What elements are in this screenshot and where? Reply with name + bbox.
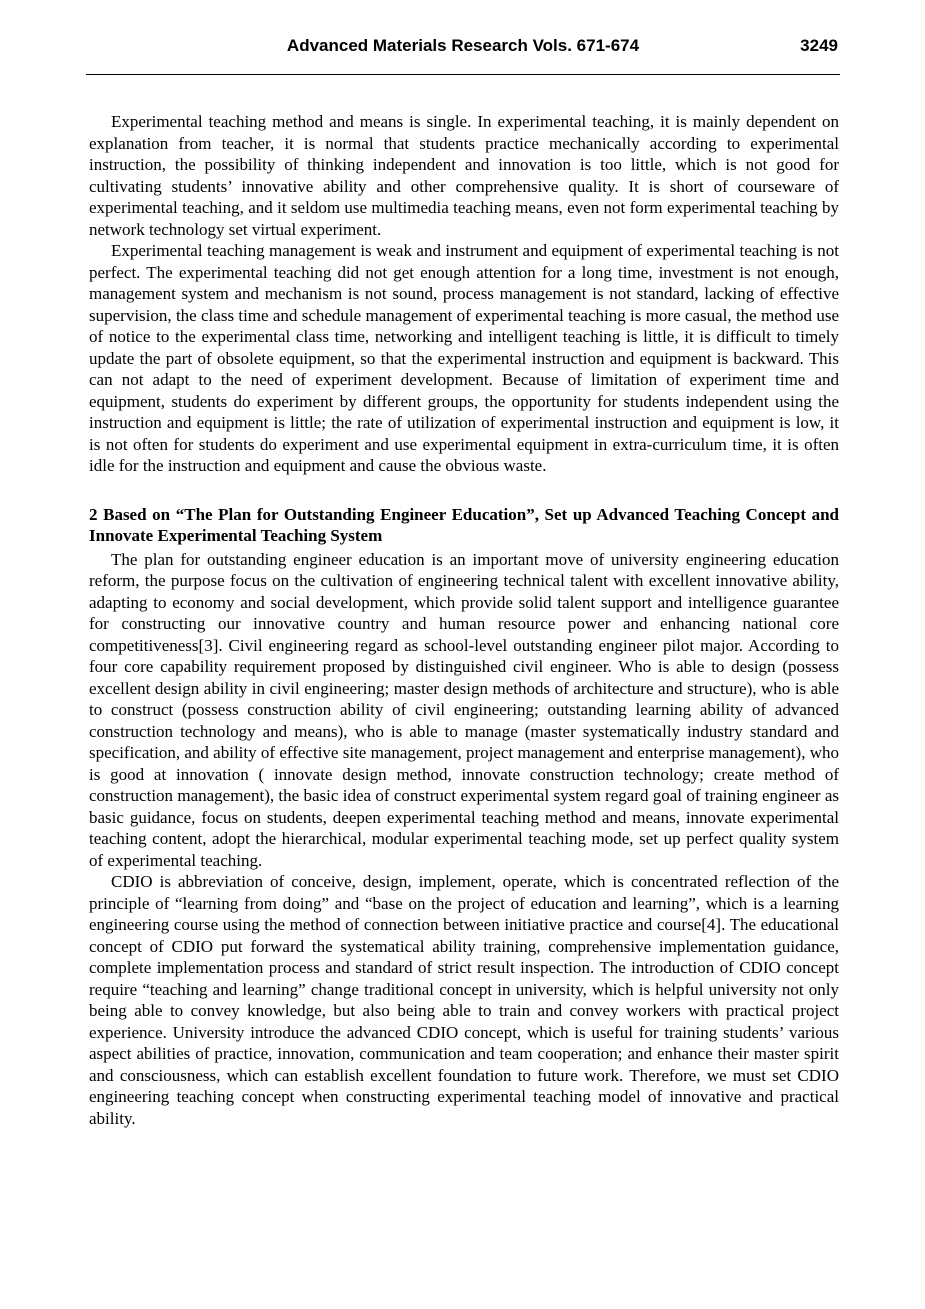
paragraph-cdio-concept: CDIO is abbreviation of conceive, design, implement, operate, which is concentrated reflection of the principle of “learning from doing” and “base on the project of education and learning”, which is a learning engineering course using the method of connection between initiative practice and course[4]. The educational concept of CDIO put forward the systematical ability training, comprehensive implementation guidance, complete implementation process and standard of strict result inspection. The introduction of CDIO concept require “teaching and learning” change traditional concept in university, which is helpful university not only being able to convey knowledge, but also being able to train and convey workers with practical project experience. University introduce the advanced CDIO concept, which is useful for training students’ various aspect abilities of practice, innovation, communication and team cooperation; and enhance their master spirit and consciousness, which can establish excellent foundation to future work. Therefore, we must set CDIO engineering teaching concept when constructing experimental teaching model of innovative and practical ability.: [89, 872, 839, 1128]
paragraph-teaching-method: Experimental teaching method and means is single. In experimental teaching, it is mainly dependent on explanation from teacher, it is normal that students practice mechanically according to experimental instruction, the possibility of thinking independent and innovation is too little, which is not good for cultivating students’ innovative ability and other comprehensive quality. It is short of courseware of experimental teaching, and it seldom use multimedia teaching means, even not form experimental teaching by network technology set virtual experiment.: [89, 112, 839, 239]
journal-title: Advanced Materials Research Vols. 671-674: [286, 36, 640, 55]
paragraph-teaching-management: Experimental teaching management is weak and instrument and equipment of experimental teaching is not perfect. The experimental teaching did not get enough attention for a long time, investment is not enough, management system and mechanism is not sound, process management is not standard, lacking of effective supervision, the class time and schedule management of experimental teaching is more casual, the method use of notice to the experimental class time, networking and intelligent teaching is little, it is difficult to timely update the part of obsolete equipment, so that the experimental instruction and equipment is backward. This can not adapt to the need of experiment development. Because of limitation of experiment time and equipment, students do experiment by different groups, the opportunity for students independent using the instruction and equipment is little; the rate of utilization of experimental instruction and equipment is low, it is not often for students do experiment and use experimental equipment in extra-curriculum time, it is often idle for the instruction and equipment and cause the obvious waste.: [89, 241, 839, 475]
page-number: 3249: [800, 36, 838, 55]
body-text: [89, 111, 839, 1129]
paragraph-outstanding-engineer-plan: The plan for outstanding engineer education is an important move of university engineering education reform, the purpose focus on the cultivation of engineering technical talent with excellent innovative ability, adapting to economy and social development, which provide solid talent support and intelligence guarantee for constructing our innovative country and human resource power and enhancing national core competitiveness[3]. Civil engineering regard as school-level outstanding engineer pilot major. According to four core capability requirement proposed by distinguished civil engineer. Who is able to design (possess excellent design ability in civil engineering; master design methods of architecture and structure), who is able to construct (possess construction ability of civil engineering; outstanding learning ability of advanced construction technology and means), who is able to manage (master systematically industry standard and specification, and ability of effective site management, project management and enterprise management), who is good at innovation ( innovate design method, innovate construction technology; create method of construction management), the basic idea of construct experimental system regard goal of training engineer as basic guidance, focus on students, deepen experimental teaching method and means, innovate experimental teaching content, adopt the hierarchical, modular experimental teaching mode, set up perfect quality system of experimental teaching.: [89, 549, 839, 870]
section-heading: 2 Based on “The Plan for Outstanding Engineer Education”, Set up Advanced Teaching Concept and Innovate Experimental Teaching System: [89, 504, 839, 545]
running-header: [86, 34, 840, 75]
